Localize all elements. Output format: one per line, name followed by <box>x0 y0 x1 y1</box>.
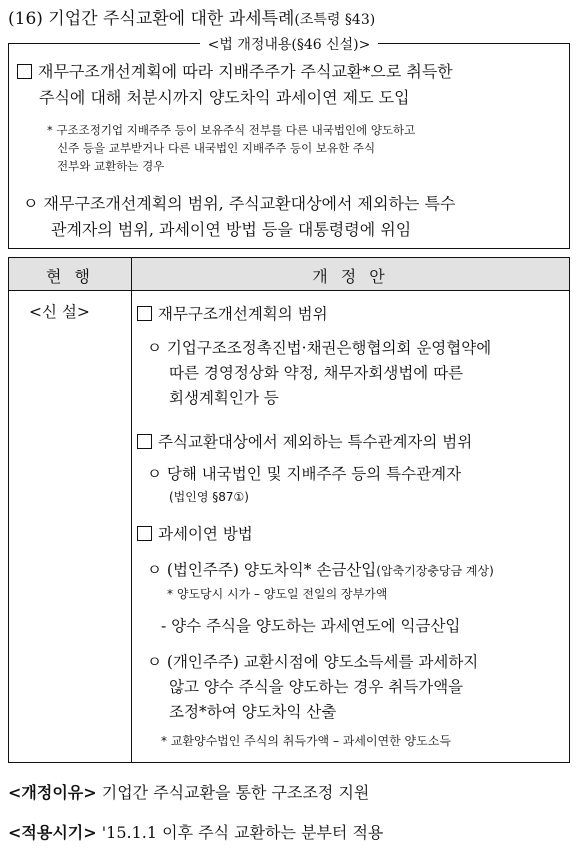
amendment-note-line2: 신주 등을 교부받거나 다른 내국법인 지배주주 등이 보유한 주식 <box>57 141 376 155</box>
checkbox-square-icon <box>137 526 152 541</box>
proposal-s2-b1-line1: ㅇ 당해 내국법인 및 지배주주 등의 특수관계자 <box>147 465 462 483</box>
col-current-header: 현 행 <box>46 267 94 286</box>
proposal-s2-head: 주식교환대상에서 제외하는 특수관계자의 범위 <box>137 430 472 452</box>
proposal-s1-b1-line1: ㅇ 기업구조조정촉진법·채권은행협의회 운영협약에 <box>147 339 492 357</box>
timing-line <box>8 820 383 843</box>
amendment-box <box>8 37 570 249</box>
proposal-s2-b1-line2: (법인영 §87①) <box>169 490 249 504</box>
amendment-item2-line2: 관계자의 범위, 과세이연 방법 등을 대통령령에 위임 <box>51 220 412 239</box>
amendment-item1-line1: 재무구조개선계획에 따라 지배주주가 주식교환*으로 취득한 <box>38 62 453 81</box>
amendment-item2-line1: ㅇ 재무구조개선계획의 범위, 주식교환대상에서 제외하는 특수 <box>23 194 456 213</box>
proposal-s1-head: 재무구조개선계획의 범위 <box>137 302 328 324</box>
proposal-s3-b2-line3: 조정*하여 양도차익 산출 <box>169 703 337 721</box>
proposal-s3-note1: * 양도당시 시가 – 양도일 전일의 장부가액 <box>167 587 388 601</box>
proposal-s3-b2-line2: 않고 양수 주식을 양도하는 경우 취득가액을 <box>169 678 464 696</box>
proposal-s3-b2-line1: ㅇ (개인주주) 교환시점에 양도소득세를 과세하지 <box>147 653 479 671</box>
section-title <box>8 4 375 29</box>
col-proposal-header: 개 정 안 <box>312 267 389 286</box>
amendment-note-line1: * 구조조정기업 지배주주 등이 보유주식 전부를 다른 내국법인에 양도하고 <box>47 123 416 137</box>
amendment-item1 <box>17 60 453 84</box>
column-divider <box>131 258 132 762</box>
reason-label: <개정이유> <box>8 783 97 802</box>
reason-line <box>8 780 369 803</box>
current-cell-text: <신 설> <box>29 303 90 321</box>
title-main: (16) 기업간 주식교환에 대한 과세특례 <box>8 9 295 29</box>
proposal-s3-b1: ㅇ (법인주주) 양도차익* 손금산입(압축기장충당금 계상) <box>147 561 494 579</box>
checkbox-square-icon <box>17 64 32 79</box>
checkbox-square-icon <box>137 434 152 449</box>
proposal-s1-b1-line2: 따른 경영정상화 약정, 채무자회생법에 따른 <box>169 364 464 382</box>
title-reference: (조특령 §43) <box>294 12 376 28</box>
amendment-item1-line2: 주식에 대해 처분시까지 양도차익 과세이연 제도 도입 <box>39 88 410 107</box>
proposal-s3-note2: * 교환양수법인 주식의 취득가액 – 과세이연한 양도소득 <box>161 734 451 748</box>
amendment-header: <법 개정내용(§46 신설)> <box>200 37 379 53</box>
timing-text: '15.1.1 이후 주식 교환하는 분부터 적용 <box>101 823 384 842</box>
proposal-s3-dash: - 양수 주식을 양도하는 과세연도에 익금산입 <box>161 617 461 635</box>
timing-label: <적용시기> <box>8 823 97 842</box>
reason-text: 기업간 주식교환을 통한 구조조정 지원 <box>101 783 370 802</box>
proposal-s3-head: 과세이연 방법 <box>137 522 253 544</box>
proposal-s1-b1-line3: 회생계획인가 등 <box>169 389 279 407</box>
table-header-row <box>9 258 569 291</box>
amendment-note-line3: 전부와 교환하는 경우 <box>57 159 165 173</box>
checkbox-square-icon <box>137 306 152 321</box>
comparison-table <box>8 257 570 763</box>
